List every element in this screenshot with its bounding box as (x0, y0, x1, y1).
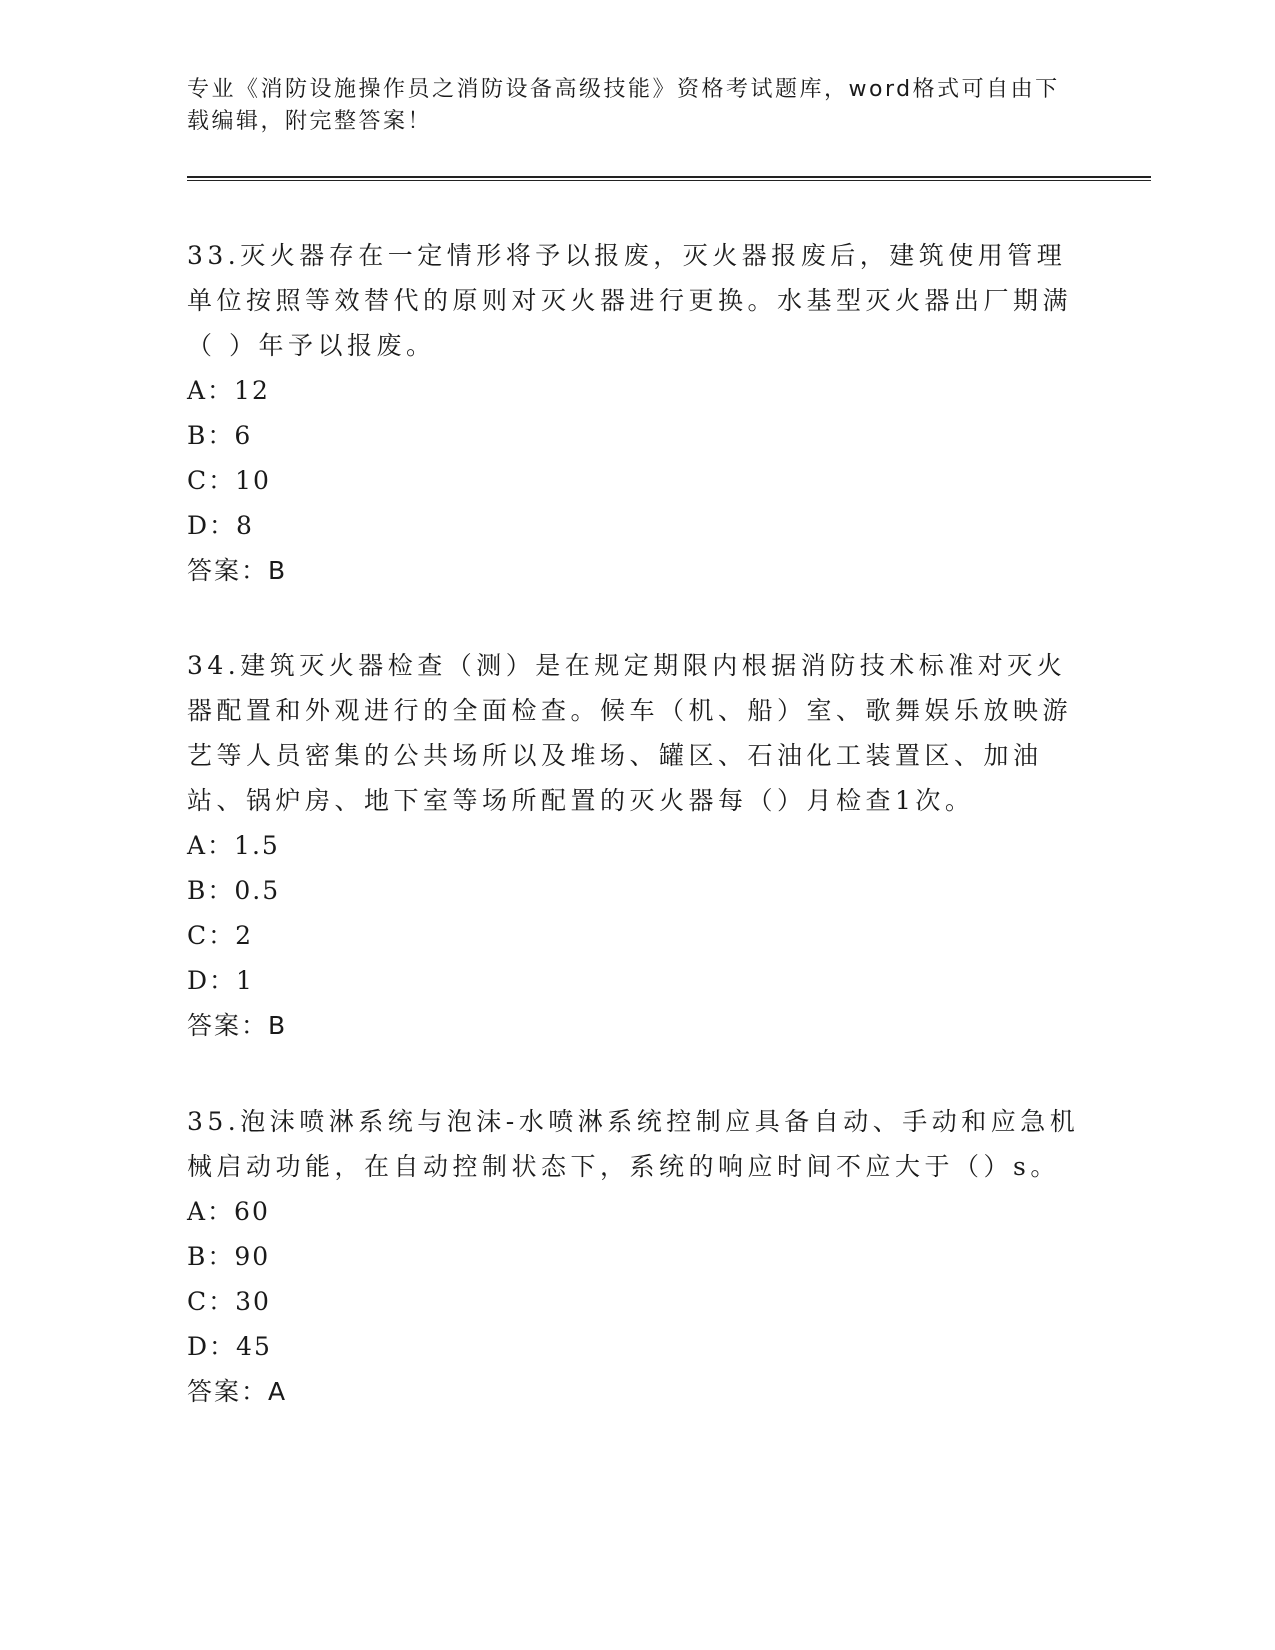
question-34 (187, 643, 1087, 1048)
question-stem: 35.泡沫喷淋系统与泡沫-水喷淋系统控制应具备自动、手动和应急机械启动功能，在自动控制状态下，系统的响应时间不应大于（）s。 (187, 1107, 1080, 1181)
question-stem: 33.灭火器存在一定情形将予以报废，灭火器报废后，建筑使用管理单位按照等效替代的原则对灭火器进行更换。水基型灭火器出厂期满（ ）年予以报废。 (187, 241, 1073, 360)
option-d: D：8 (187, 511, 254, 540)
question-33 (187, 233, 1087, 593)
option-a: A：1.5 (187, 831, 280, 860)
option-c: C：30 (187, 1287, 271, 1316)
option-a: A：12 (187, 376, 270, 405)
answer-line: 答案：B (187, 556, 288, 585)
option-c: C：10 (187, 466, 271, 495)
header-divider (187, 176, 1151, 181)
option-b: B：0.5 (187, 876, 281, 905)
document-header-note: 专业《消防设施操作员之消防设备高级技能》资格考试题库，word格式可自由下载编辑，附完整答案！ (187, 77, 1060, 134)
answer-line: 答案：B (187, 1011, 288, 1040)
option-c: C：2 (187, 921, 254, 950)
question-stem: 34.建筑灭火器检查（测）是在规定期限内根据消防技术标准对灭火器配置和外观进行的全面检查。候车（机、船）室、歌舞娱乐放映游艺等人员密集的公共场所以及堆场、罐区、石油化工装置区、加油站、锅炉房、地下室等场所配置的灭火器每（）月检查1次。 (187, 651, 1073, 815)
option-d: D：1 (187, 966, 254, 995)
option-b: B：90 (187, 1242, 271, 1271)
answer-line: 答案：A (187, 1377, 288, 1406)
option-b: B：6 (187, 421, 253, 450)
option-a: A：60 (187, 1197, 270, 1226)
option-d: D：45 (187, 1332, 272, 1361)
question-35 (187, 1099, 1087, 1414)
